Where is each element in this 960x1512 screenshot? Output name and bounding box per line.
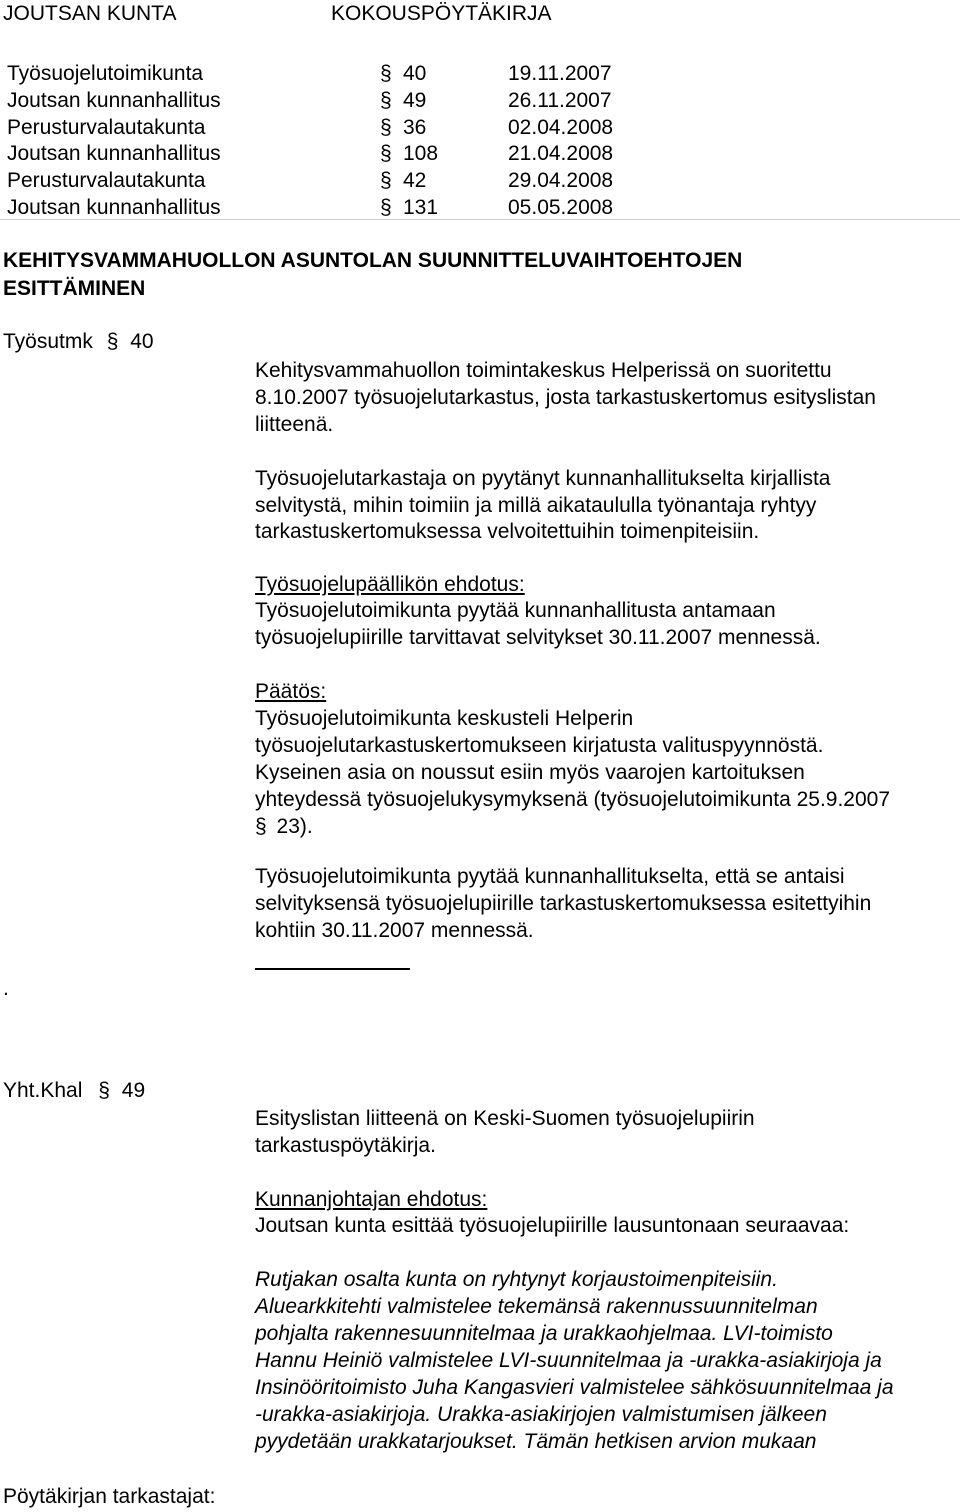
history-date: 05.05.2008 bbox=[508, 196, 614, 219]
checkers-label: Pöytäkirjan tarkastajat: bbox=[3, 1485, 216, 1508]
section-sign-icon: § bbox=[380, 196, 392, 219]
history-number: 108 bbox=[403, 142, 439, 165]
proposal-heading: Kunnanjohtajan ehdotus: bbox=[255, 1188, 488, 1211]
paragraph-line: Joutsan kunta esittää työsuojelupiirille lausuntonaan seuraavaa: bbox=[255, 1214, 850, 1237]
italic-line: Insinööritoimisto Juha Kangasvieri valmistelee sähkösuunnitelmaa ja bbox=[255, 1376, 894, 1399]
italic-line: Rutjakan osalta kunta on ryhtynyt korjaustoimenpiteisiin. bbox=[255, 1268, 778, 1291]
paragraph-line: Työsuojelutoimikunta pyytää kunnanhallitukselta, että se antaisi bbox=[255, 865, 845, 888]
paragraph-line: Työsuojelutoimikunta keskusteli Helperin bbox=[255, 707, 634, 730]
section-sign-icon: § bbox=[98, 1079, 110, 1102]
history-body: Joutsan kunnanhallitus bbox=[7, 196, 221, 219]
history-date: 21.04.2008 bbox=[508, 142, 614, 165]
paragraph-line: työsuojelutarkastuskertomukseen kirjatusta valituspyynnöstä. bbox=[255, 734, 824, 757]
section-label bbox=[3, 1077, 145, 1104]
section-label-text: Työsutmk bbox=[3, 330, 93, 353]
organization-name: JOUTSAN KUNTA bbox=[3, 2, 177, 25]
document-type: KOKOUSPÖYTÄKIRJA bbox=[331, 2, 552, 25]
paragraph-line: Kyseinen asia on noussut esiin myös vaarojen kartoituksen bbox=[255, 761, 805, 784]
section-sign-icon: § bbox=[380, 89, 392, 112]
history-number: 36 bbox=[403, 116, 427, 139]
paragraph-line: Työsuojelutoimikunta pyytää kunnanhallitusta antamaan bbox=[255, 599, 776, 622]
decision-heading: Päätös: bbox=[255, 680, 327, 703]
section-sign-icon: § bbox=[106, 330, 119, 353]
italic-line: -urakka-asiakirjoja. Urakka-asiakirjojen valmistumisen jälkeen bbox=[255, 1403, 827, 1426]
section-sign-icon: § bbox=[380, 142, 392, 165]
stray-dot: . bbox=[3, 977, 9, 1000]
history-divider bbox=[0, 219, 960, 220]
paragraph-line: tarkastuspöytäkirja. bbox=[255, 1134, 436, 1157]
italic-line: Aluearkkitehti valmistelee tekemänsä rakennussuunnitelman bbox=[255, 1295, 818, 1318]
section-number: 49 bbox=[121, 1079, 146, 1102]
history-body: Työsuojelutoimikunta bbox=[7, 62, 204, 85]
section-sign-icon: § bbox=[255, 815, 267, 838]
italic-line: pyydetään urakkatarjoukset. Tämän hetkisen arvion mukaan bbox=[255, 1430, 817, 1453]
history-number: 42 bbox=[403, 169, 427, 192]
section-sign-icon: § bbox=[380, 116, 392, 139]
paragraph-line: Esityslistan liitteenä on Keski-Suomen työsuojelupiirin bbox=[255, 1107, 755, 1130]
document-title: KEHITYSVAMMAHUOLLON ASUNTOLAN SUUNNITTELUVAIHTOEHTOJEN bbox=[3, 249, 743, 272]
document-title-continued: ESITTÄMINEN bbox=[3, 277, 146, 300]
history-body: Perusturvalautakunta bbox=[7, 169, 206, 192]
history-number: 131 bbox=[403, 196, 439, 219]
paragraph-line: työsuojelupiirille tarvittavat selvitykset 30.11.2007 mennessä. bbox=[255, 626, 821, 649]
signature-line bbox=[255, 968, 410, 970]
section-sign-icon: § bbox=[380, 169, 392, 192]
paragraph-line: yhteydessä työsuojelukysymyksenä (työsuojelutoimikunta 25.9.2007 bbox=[255, 788, 891, 811]
paragraph-line: liitteenä. bbox=[255, 413, 334, 436]
paragraph-line: selvityksensä työsuojelupiirille tarkastuskertomuksessa esitettyihin bbox=[255, 892, 872, 915]
history-body: Joutsan kunnanhallitus bbox=[7, 89, 221, 112]
paragraph-line bbox=[255, 813, 313, 840]
history-date: 19.11.2007 bbox=[508, 62, 612, 85]
paragraph-line: selvitystä, mihin toimiin ja millä aikataululla työnantaja ryhtyy bbox=[255, 494, 817, 517]
paragraph-text: 23). bbox=[276, 815, 313, 838]
paragraph-line: 8.10.2007 työsuojelutarkastus, josta tarkastuskertomus esityslistan bbox=[255, 386, 876, 409]
history-date: 26.11.2007 bbox=[508, 89, 612, 112]
history-body: Joutsan kunnanhallitus bbox=[7, 142, 221, 165]
history-date: 29.04.2008 bbox=[508, 169, 614, 192]
section-sign-icon: § bbox=[380, 62, 392, 85]
history-number: 40 bbox=[403, 62, 427, 85]
section-label-text: Yht.Khal bbox=[3, 1079, 83, 1102]
paragraph-line: kohtiin 30.11.2007 mennessä. bbox=[255, 919, 534, 942]
paragraph-line: tarkastuskertomuksessa velvoitettuihin toimenpiteisiin. bbox=[255, 520, 760, 543]
history-date: 02.04.2008 bbox=[508, 116, 614, 139]
history-number: 49 bbox=[403, 89, 427, 112]
italic-line: Hannu Heiniö valmistelee LVI-suunnitelmaa ja -urakka-asiakirjoja ja bbox=[255, 1349, 882, 1372]
history-body: Perusturvalautakunta bbox=[7, 116, 206, 139]
paragraph-line: Työsuojelutarkastaja on pyytänyt kunnanhallitukselta kirjallista bbox=[255, 467, 831, 490]
italic-line: pohjalta rakennesuunnitelmaa ja urakkaohjelmaa. LVI-toimisto bbox=[255, 1322, 833, 1345]
section-label bbox=[3, 328, 154, 355]
proposal-heading: Työsuojelupäällikön ehdotus: bbox=[255, 573, 525, 596]
section-number: 40 bbox=[130, 330, 154, 353]
paragraph-line: Kehitysvammahuollon toimintakeskus Helperissä on suoritettu bbox=[255, 359, 832, 382]
